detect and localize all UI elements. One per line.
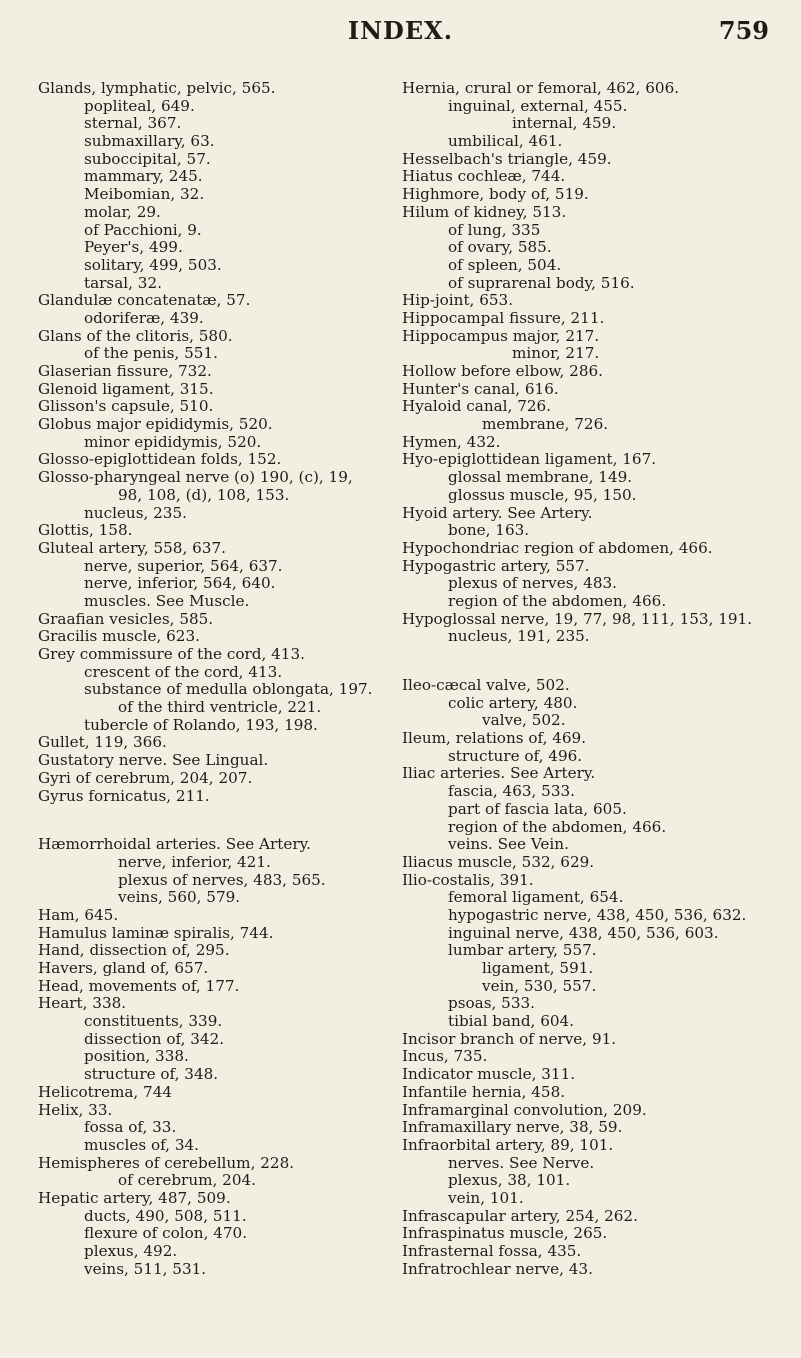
index-subentry: nerve, inferior, 421. bbox=[118, 852, 271, 871]
index-subentry: of the third ventricle, 221. bbox=[118, 698, 322, 717]
index-entry: Hamulus laminæ spiralis, 744. bbox=[38, 923, 274, 942]
index-subentry: muscles. See Muscle. bbox=[84, 591, 250, 610]
index-subentry: of spleen, 504. bbox=[448, 255, 562, 274]
index-entry: Hemispheres of cerebellum, 228. bbox=[38, 1153, 295, 1172]
index-column-right bbox=[402, 80, 782, 1278]
index-subentry: bone, 163. bbox=[448, 521, 530, 540]
index-subentry: nerves. See Nerve. bbox=[448, 1153, 595, 1172]
index-entry: Hippocampus major, 217. bbox=[402, 326, 600, 345]
index-subentry: umbilical, 461. bbox=[448, 132, 563, 151]
index-subentry: mammary, 245. bbox=[84, 167, 203, 186]
index-entry: Glaserian fissure, 732. bbox=[38, 362, 212, 380]
index-entry: Helix, 33. bbox=[38, 1100, 113, 1119]
index-subentry: fascia, 463, 533. bbox=[448, 782, 576, 801]
index-entry: Incus, 735. bbox=[402, 1047, 488, 1066]
index-entry: Infratrochlear nerve, 43. bbox=[402, 1259, 593, 1278]
index-subentry: veins, 511, 531. bbox=[84, 1259, 207, 1278]
section-gap bbox=[402, 646, 782, 677]
page-header bbox=[0, 0, 801, 60]
index-entry: Hyoid artery. See Artery. bbox=[402, 503, 593, 522]
index-subentry: dissection of, 342. bbox=[84, 1029, 225, 1048]
index-subentry: popliteal, 649. bbox=[84, 96, 195, 115]
index-entry: Hilum of kidney, 513. bbox=[402, 202, 567, 221]
index-entry: Hypochondriac region of abdomen, 466. bbox=[402, 538, 713, 557]
index-entry: Infraspinatus muscle, 265. bbox=[402, 1224, 608, 1243]
index-subentry: of lung, 335 bbox=[448, 220, 541, 239]
index-entry: Hand, dissection of, 295. bbox=[38, 941, 230, 960]
index-subentry: Meibomian, 32. bbox=[84, 185, 205, 204]
index-subentry: psoas, 533. bbox=[448, 994, 535, 1013]
index-entry: Ilio-costalis, 391. bbox=[402, 870, 534, 889]
index-subentry: femoral ligament, 654. bbox=[448, 888, 624, 907]
index-subentry: veins. See Vein. bbox=[448, 835, 569, 854]
index-subentry: of ovary, 585. bbox=[448, 238, 552, 257]
index-subentry: nucleus, 191, 235. bbox=[448, 627, 590, 646]
index-entry: Gustatory nerve. See Lingual. bbox=[38, 751, 269, 770]
index-subentry: part of fascia lata, 605. bbox=[448, 799, 627, 818]
index-entry: Inframarginal convolution, 209. bbox=[402, 1100, 647, 1119]
index-subentry: plexus, 38, 101. bbox=[448, 1171, 571, 1190]
index-subentry: tibial band, 604. bbox=[448, 1012, 575, 1031]
index-subentry: internal, 459. bbox=[512, 114, 617, 133]
index-entry: Ham, 645. bbox=[38, 905, 119, 924]
index-entry: Hernia, crural or femoral, 462, 606. bbox=[402, 79, 680, 97]
index-subentry: colic artery, 480. bbox=[448, 693, 578, 712]
index-subentry: nucleus, 235. bbox=[84, 503, 187, 522]
index-subentry: vein, 101. bbox=[448, 1188, 524, 1207]
index-subentry: Peyer's, 499. bbox=[84, 238, 183, 257]
index-subentry: hypogastric nerve, 438, 450, 536, 632. bbox=[448, 905, 747, 924]
index-subentry: submaxillary, 63. bbox=[84, 132, 215, 151]
index-entry: Gullet, 119, 366. bbox=[38, 733, 167, 752]
index-entry: Incisor branch of nerve, 91. bbox=[402, 1029, 617, 1048]
index-subentry: nerve, superior, 564, 637. bbox=[84, 556, 283, 575]
index-entry: Ileum, relations of, 469. bbox=[402, 729, 587, 748]
index-entry: Hippocampal fissure, 211. bbox=[402, 308, 605, 327]
index-subentry: structure of, 496. bbox=[448, 746, 583, 765]
index-entry: Infrasternal fossa, 435. bbox=[402, 1242, 582, 1260]
index-subentry: position, 338. bbox=[84, 1047, 189, 1066]
index-entry: Hesselbach's triangle, 459. bbox=[402, 149, 612, 168]
index-entry: Inframaxillary nerve, 38, 59. bbox=[402, 1118, 623, 1137]
index-subentry: region of the abdomen, 466. bbox=[448, 817, 667, 836]
index-entry: Indicator muscle, 311. bbox=[402, 1065, 576, 1084]
index-subentry: molar, 29. bbox=[84, 202, 161, 221]
index-entry: Glosso-pharyngeal nerve (o) 190, (c), 19, bbox=[38, 468, 353, 487]
section-gap bbox=[38, 805, 398, 836]
index-subentry: vein, 530, 557. bbox=[482, 976, 597, 995]
index-subentry: structure of, 348. bbox=[84, 1065, 219, 1084]
index-entry: Glisson's capsule, 510. bbox=[38, 397, 214, 416]
index-subentry: muscles of, 34. bbox=[84, 1135, 199, 1154]
index-subentry: tarsal, 32. bbox=[84, 273, 162, 292]
index-column-left bbox=[38, 80, 398, 1278]
index-subentry: of suprarenal body, 516. bbox=[448, 273, 635, 292]
index-entry: Hunter's canal, 616. bbox=[402, 379, 559, 398]
index-subentry: minor, 217. bbox=[512, 344, 600, 363]
index-entry: Head, movements of, 177. bbox=[38, 976, 240, 995]
index-entry: Graafian vesicles, 585. bbox=[38, 609, 214, 628]
index-entry: Infantile hernia, 458. bbox=[402, 1082, 566, 1101]
index-subentry: plexus, 492. bbox=[84, 1242, 178, 1260]
index-entry: Highmore, body of, 519. bbox=[402, 185, 589, 204]
index-entry: Hepatic artery, 487, 509. bbox=[38, 1188, 231, 1207]
index-entry: Iliac arteries. See Artery. bbox=[402, 764, 596, 783]
index-entry: Hip-joint, 653. bbox=[402, 291, 514, 310]
index-subentry: of the penis, 551. bbox=[84, 344, 218, 363]
index-entry: Iliacus muscle, 532, 629. bbox=[402, 852, 595, 871]
index-entry: Glottis, 158. bbox=[38, 521, 133, 540]
index-entry: Havers, gland of, 657. bbox=[38, 959, 209, 977]
index-entry: Heart, 338. bbox=[38, 994, 127, 1013]
index-subentry: valve, 502. bbox=[482, 711, 566, 730]
index-entry: Gluteal artery, 558, 637. bbox=[38, 538, 226, 557]
index-entry: Glenoid ligament, 315. bbox=[38, 379, 214, 398]
index-subentry: ducts, 490, 508, 511. bbox=[84, 1206, 247, 1225]
index-entry: Glandulæ concatenatæ, 57. bbox=[38, 291, 251, 310]
index-subentry: inguinal, external, 455. bbox=[448, 96, 628, 115]
index-entry: Ileo-cæcal valve, 502. bbox=[402, 676, 570, 694]
index-subentry: glossal membrane, 149. bbox=[448, 468, 633, 487]
index-subentry: minor epididymis, 520. bbox=[84, 432, 262, 451]
index-subentry: sternal, 367. bbox=[84, 114, 182, 133]
index-subentry: glossus muscle, 95, 150. bbox=[448, 485, 637, 504]
index-entry: Glosso-epiglottidean folds, 152. bbox=[38, 450, 282, 469]
index-subentry: nerve, inferior, 564, 640. bbox=[84, 574, 276, 593]
index-subentry: odoriferæ, 439. bbox=[84, 308, 204, 327]
index-subentry: solitary, 499, 503. bbox=[84, 255, 222, 274]
index-subentry: plexus of nerves, 483. bbox=[448, 574, 617, 593]
index-entry: Hymen, 432. bbox=[402, 432, 501, 451]
index-subentry: region of the abdomen, 466. bbox=[448, 591, 667, 610]
index-entry: Hypogastric artery, 557. bbox=[402, 556, 590, 575]
index-entry: Glands, lymphatic, pelvic, 565. bbox=[38, 79, 276, 97]
index-entry: Hæmorrhoidal arteries. See Artery. bbox=[38, 835, 311, 854]
index-entry: Helicotrema, 744 bbox=[38, 1082, 173, 1101]
index-subentry: of Pacchioni, 9. bbox=[84, 220, 202, 239]
index-entry: Globus major epididymis, 520. bbox=[38, 415, 273, 434]
index-subentry: membrane, 726. bbox=[482, 415, 609, 434]
index-subentry: flexure of colon, 470. bbox=[84, 1224, 248, 1243]
index-subentry: substance of medulla oblongata, 197. bbox=[84, 680, 373, 699]
index-entry: Hypoglossal nerve, 19, 77, 98, 111, 153, 191. bbox=[402, 609, 753, 628]
index-entry: Hiatus cochleæ, 744. bbox=[402, 167, 566, 186]
index-subentry: plexus of nerves, 483, 565. bbox=[118, 870, 326, 889]
index-subentry: crescent of the cord, 413. bbox=[84, 662, 283, 681]
index-subentry: fossa of, 33. bbox=[84, 1118, 177, 1137]
index-subentry: 98, 108, (d), 108, 153. bbox=[118, 485, 290, 504]
index-entry: Gyrus fornicatus, 211. bbox=[38, 786, 210, 805]
page-number: 759 bbox=[718, 16, 769, 45]
index-subentry: of cerebrum, 204. bbox=[118, 1171, 256, 1190]
index-entry: Hollow before elbow, 286. bbox=[402, 362, 604, 380]
index-entry: Infraorbital artery, 89, 101. bbox=[402, 1135, 614, 1154]
index-subentry: veins, 560, 579. bbox=[118, 888, 241, 907]
index-entry: Grey commissure of the cord, 413. bbox=[38, 645, 305, 663]
index-entry: Gyri of cerebrum, 204, 207. bbox=[38, 768, 253, 787]
index-entry: Glans of the clitoris, 580. bbox=[38, 326, 233, 345]
index-entry: Hyo-epiglottidean ligament, 167. bbox=[402, 450, 657, 469]
index-entry: Infrascapular artery, 254, 262. bbox=[402, 1206, 638, 1225]
index-subentry: lumbar artery, 557. bbox=[448, 941, 597, 960]
index-subentry: constituents, 339. bbox=[84, 1012, 223, 1031]
index-subentry: suboccipital, 57. bbox=[84, 149, 211, 168]
index-subentry: ligament, 591. bbox=[482, 959, 594, 977]
index-subentry: inguinal nerve, 438, 450, 536, 603. bbox=[448, 923, 719, 942]
index-entry: Gracilis muscle, 623. bbox=[38, 627, 200, 646]
page-title: INDEX. bbox=[347, 16, 454, 45]
index-subentry: tubercle of Rolando, 193, 198. bbox=[84, 715, 318, 734]
index-entry: Hyaloid canal, 726. bbox=[402, 397, 552, 416]
